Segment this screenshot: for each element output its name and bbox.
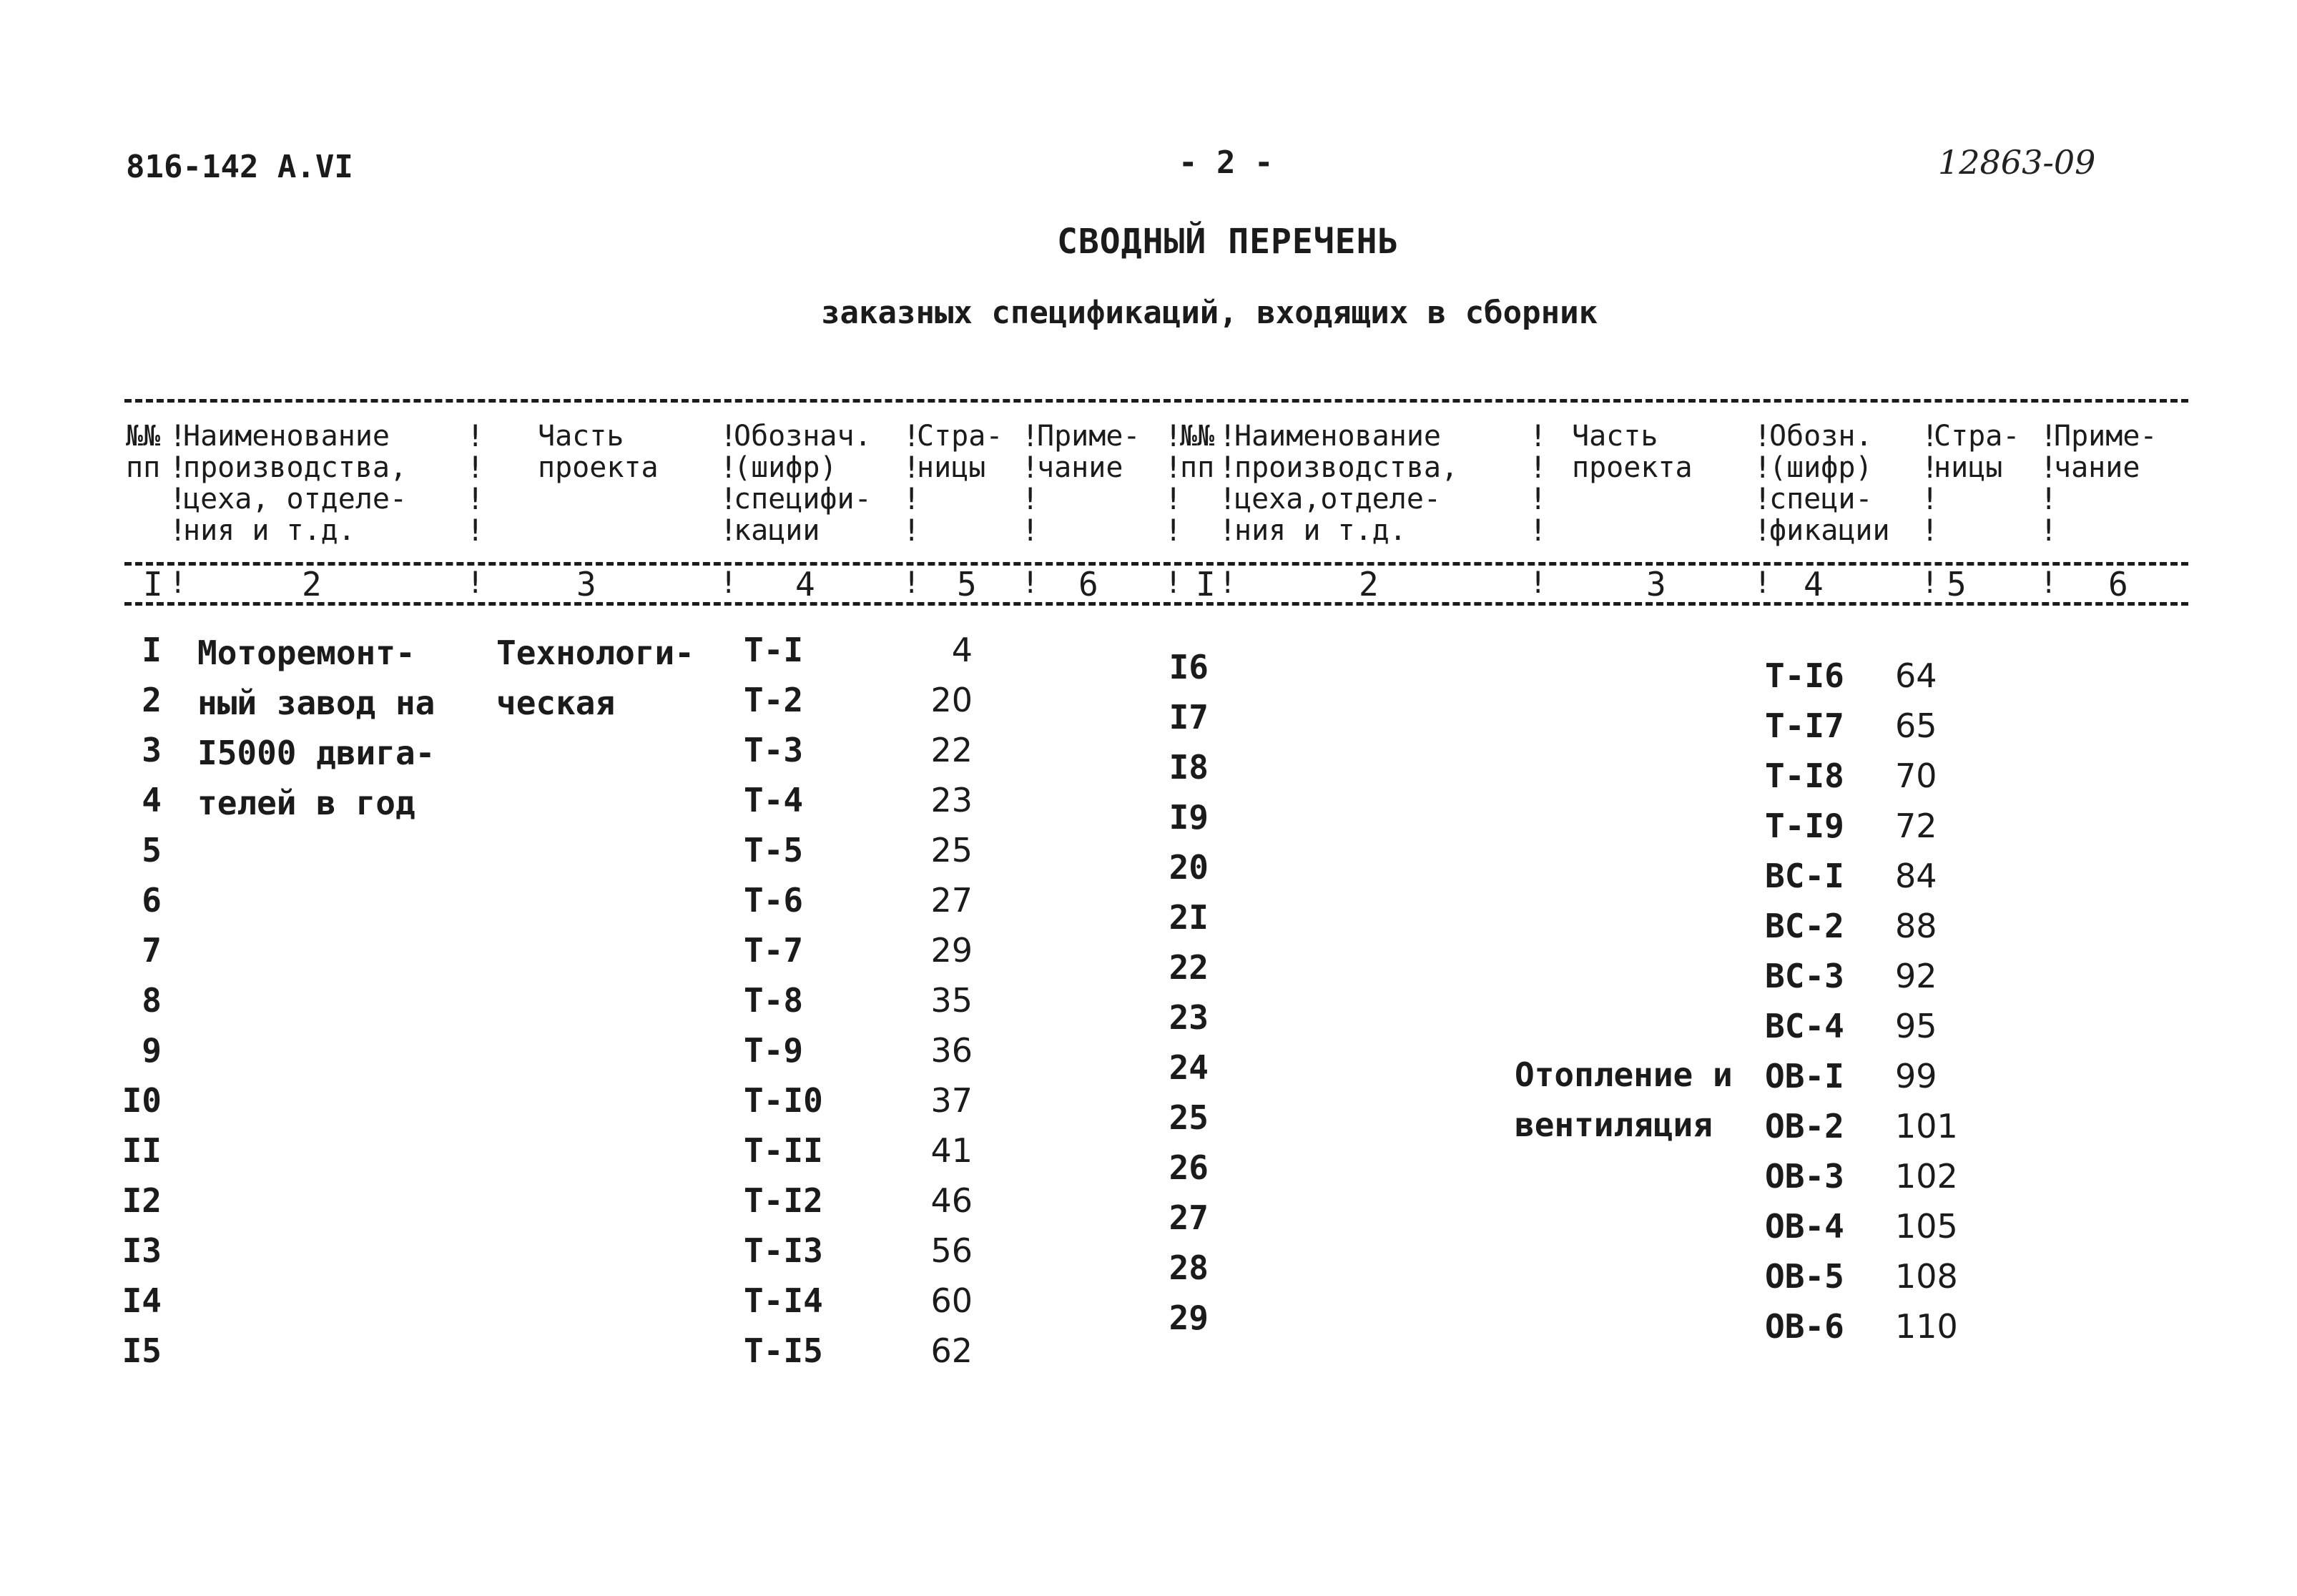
page-value: 37 [930,1081,973,1120]
separator: ! ! ! ! [169,418,187,548]
separator: ! ! ! ! [466,418,485,548]
separator: ! ! ! ! [1529,418,1548,548]
separator: ! ! ! ! [1219,418,1237,548]
row-number: 28 [1169,1248,1209,1287]
spec-code: ВС-3 [1765,957,1844,995]
column-number: 3 [1646,565,1666,604]
separator: ! [1529,565,1548,600]
spec-code: Т-2 [744,681,804,719]
separator: ! ! ! ! [2040,418,2058,548]
project-part-line: Технологи- [496,634,694,672]
page-value: 101 [1895,1107,1958,1146]
column-number: 3 [576,565,596,604]
page-value: 36 [930,1031,973,1070]
plant-name [197,628,435,828]
header-row-number-right: №№ пп [1180,420,1215,484]
header-pages-right: Стра- ницы [1934,420,2020,484]
spec-code: Т-I9 [1765,807,1844,845]
separator: ! [2040,565,2058,600]
row-number: I5 [122,1331,162,1370]
page-value: 108 [1895,1257,1958,1296]
page-value: 20 [930,681,973,719]
row-number: 29 [1169,1299,1209,1337]
page-value: 29 [930,931,973,970]
page-value: 60 [930,1281,973,1320]
row-number: I4 [122,1281,162,1320]
plant-name-line: Моторемонт- [197,634,415,672]
page-column [901,625,973,1376]
spec-code: ВС-2 [1765,907,1844,945]
spec-code: Т-I6 [1765,656,1844,695]
column-number: 4 [1804,565,1824,604]
row-number: I2 [122,1181,162,1220]
page-value: 102 [1895,1157,1958,1196]
project-part [496,628,694,728]
spec-code: Т-I8 [1765,757,1844,795]
row-number: I [142,631,162,669]
column-number: 4 [795,565,815,604]
header-code: Обознач. (шифр) специфи- кации [734,420,872,547]
row-number: 22 [1169,948,1209,987]
header-note: Приме- чание [1037,420,1141,484]
header-name-right: Наименование производства, цеха,отделе- ния и т.д. [1234,420,1459,547]
spec-code: ОВ-5 [1765,1257,1844,1296]
page-value: 99 [1895,1057,1937,1095]
row-number: 6 [142,881,162,920]
spec-code: Т-5 [744,831,804,870]
archive-number: 12863-09 [1938,143,2096,182]
row-number: I7 [1169,698,1209,737]
header-pages: Стра- ницы [917,420,1003,484]
spec-code: Т-4 [744,781,804,819]
row-number: 7 [142,931,162,970]
page-value: 64 [1895,656,1937,695]
separator: ! ! ! ! [719,418,738,548]
separator: ! [466,565,485,600]
spec-code: ОВ-2 [1765,1107,1844,1146]
page-value: 95 [1895,1007,1937,1045]
table-header-rule [124,562,2188,566]
row-number: 27 [1169,1198,1209,1237]
project-part-right [1515,1050,1733,1150]
row-number-column [112,625,162,1376]
row-number: I6 [1169,648,1209,686]
spec-code: Т-I0 [744,1081,823,1120]
table-numbers-rule [124,602,2188,606]
spec-code: Т-I [744,631,804,669]
row-number: 24 [1169,1048,1209,1087]
row-number: II [122,1131,162,1170]
separator: ! [1164,565,1183,600]
row-number: 25 [1169,1098,1209,1137]
column-number: 6 [2108,565,2128,604]
header-part-right: Часть проекта [1572,420,1693,484]
page-value: 22 [930,731,973,769]
column-number: 2 [1359,565,1379,604]
plant-name-line: телей в год [197,784,415,822]
page-column-right [1895,651,1958,1351]
separator: ! [719,565,738,600]
spec-code-column-right [1765,651,1844,1351]
spec-code: Т-I2 [744,1181,823,1220]
page-value: 110 [1895,1307,1958,1346]
document-subtitle: заказных спецификаций, входящих в сборник [821,295,1598,331]
project-part-line: ческая [496,684,616,722]
separator: ! [169,565,187,600]
page-value: 4 [951,631,973,669]
page-value: 35 [930,981,973,1020]
separator: ! ! ! ! [902,418,921,548]
spec-code: Т-I7 [1765,706,1844,745]
project-part-line: Отопление и [1515,1055,1733,1094]
page-number: - 2 - [1179,144,1274,181]
separator: ! ! ! ! [1754,418,1772,548]
column-number: I [143,565,163,604]
page-value: 41 [930,1131,973,1170]
row-number: I8 [1169,748,1209,787]
header-part: Часть проекта [538,420,659,484]
plant-name-line: ный завод на [197,684,436,722]
spec-code: ОВ-I [1765,1057,1844,1095]
row-number: 2 [142,681,162,719]
spec-code: ОВ-4 [1765,1207,1844,1246]
separator: ! [1021,565,1040,600]
separator: ! [1754,565,1772,600]
page-value: 84 [1895,857,1937,895]
header-name: Наименование производства, цеха, отделе- ния и т.д. [183,420,408,547]
column-number: 6 [1078,565,1098,604]
column-number: 5 [957,565,977,604]
spec-code: ОВ-3 [1765,1157,1844,1196]
separator: ! ! ! ! [1164,418,1183,548]
row-number: 9 [142,1031,162,1070]
row-number: I3 [122,1231,162,1270]
document-title: СВОДНЫЙ ПЕРЕЧЕНЬ [1057,222,1400,262]
header-note-right: Приме- чание [2054,420,2158,484]
spec-code: Т-8 [744,981,804,1020]
spec-code: ВС-I [1765,857,1844,895]
spec-code: Т-6 [744,881,804,920]
spec-code: ВС-4 [1765,1007,1844,1045]
spec-code: Т-7 [744,931,804,970]
row-number: 26 [1169,1148,1209,1187]
column-number: 5 [1947,565,1967,604]
header-code-right: Обозн. (шифр) специ- фикации [1769,420,1890,547]
table-top-rule [124,399,2188,403]
page-value: 88 [1895,907,1937,945]
page-value: 105 [1895,1207,1958,1246]
page-value: 92 [1895,957,1937,995]
page-value: 72 [1895,807,1937,845]
project-part-line: вентиляция [1515,1105,1713,1144]
spec-code: Т-II [744,1131,823,1170]
header-row-number: №№ пп [126,420,161,484]
row-number: 4 [142,781,162,819]
separator: ! ! ! ! [1921,418,1939,548]
page-value: 56 [930,1231,973,1270]
row-number: 20 [1169,848,1209,887]
page-value: 46 [930,1181,973,1220]
document-code: 816-142 А.VI [126,149,353,185]
spec-code: Т-3 [744,731,804,769]
spec-code: Т-I3 [744,1231,823,1270]
page-value: 65 [1895,706,1937,745]
spec-code: ОВ-6 [1765,1307,1844,1346]
page-value: 23 [930,781,973,819]
spec-code: Т-9 [744,1031,804,1070]
row-number: 3 [142,731,162,769]
row-number: 23 [1169,998,1209,1037]
separator: ! ! ! ! [1021,418,1040,548]
separator: ! [1219,565,1237,600]
column-number: I [1196,565,1216,604]
page-value: 62 [930,1331,973,1370]
row-number: 5 [142,831,162,870]
row-number: I9 [1169,798,1209,837]
page-value: 70 [1895,757,1937,795]
separator: ! [902,565,921,600]
row-number-column-right [1151,642,1209,1343]
spec-code-column [744,625,823,1376]
row-number: 8 [142,981,162,1020]
separator: ! [1921,565,1939,600]
plant-name-line: I5000 двига- [197,734,436,772]
column-number: 2 [302,565,322,604]
page-value: 27 [930,881,973,920]
page-value: 25 [930,831,973,870]
spec-code: Т-I4 [744,1281,823,1320]
row-number: I0 [122,1081,162,1120]
spec-code: Т-I5 [744,1331,823,1370]
row-number: 2I [1169,898,1209,937]
